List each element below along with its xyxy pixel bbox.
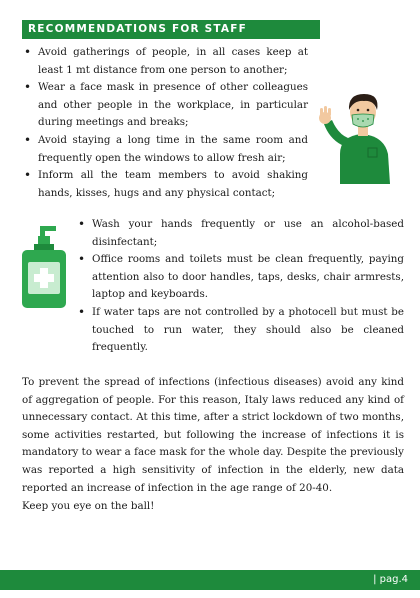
body-paragraph: To prevent the spread of infections (infectious diseases) avoid any kind of aggregation of people. For this reason, Italy laws reduced any kind of unnecessary contact. At this time, after a strict lockdown of two months, some activities restarted, but following the increase of infections it is mandatory to wear a face mask for the whole day. Despite the previously was reported a high sensitivity of infection in the elderly, new data reported an increase of infection in the age range of 20-40.	[22, 376, 404, 494]
page-number: | pag.4	[373, 574, 408, 585]
list-item: • Avoid staying a long time in the same room and frequently open the windows to allow fresh air;	[22, 132, 308, 167]
section-title: RECOMMENDATIONS FOR STAFF	[22, 20, 320, 39]
hand-sanitizer-icon	[18, 222, 70, 310]
list-item: • If water taps are not controlled by a photocell but must be touched to run water, they should also be cleaned frequently.	[76, 304, 404, 357]
top-recommendations-list	[22, 44, 308, 202]
signoff-line: Keep you eye on the ball!	[22, 500, 155, 512]
list-item: • Avoid gatherings of people, in all cases keep at least 1 mt distance from one person to another;	[22, 44, 308, 79]
list-item: • Wash your hands frequently or use an alcohol-based disinfectant;	[76, 216, 404, 251]
list-item: • Office rooms and toilets must be clean frequently, paying attention also to door handles, taps, desks, chair armrests, laptop and keyboards.	[76, 251, 404, 304]
list-item: • Wear a face mask in presence of other colleagues and other people in the workplace, in particular during meetings and breaks;	[22, 79, 308, 132]
person-with-mask-icon	[310, 84, 410, 184]
footer-bar	[0, 570, 420, 590]
bottom-recommendations-list	[76, 216, 404, 357]
list-item: • Inform all the team members to avoid shaking hands, kisses, hugs and any physical contact;	[22, 167, 308, 202]
